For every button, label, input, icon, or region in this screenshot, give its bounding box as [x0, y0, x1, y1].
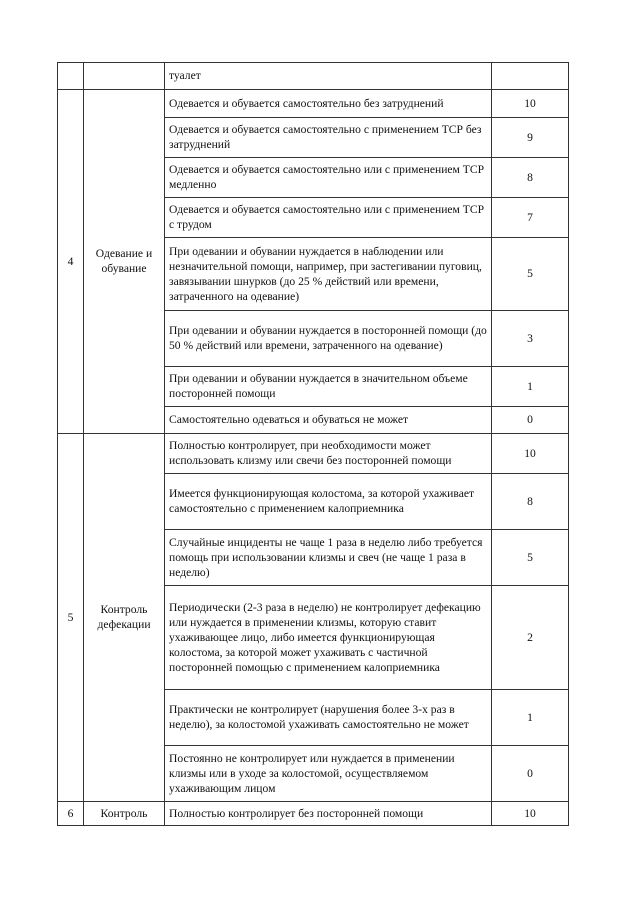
score-cell: [492, 63, 569, 90]
score-cell: 2: [492, 586, 569, 690]
description-cell: Практически не контролирует (нарушения более 3-х раз в неделю), за колостомой ухаживать самостоятельно не может: [165, 690, 492, 746]
section-name-cell: Одевание и обувание: [84, 90, 165, 434]
description-cell: При одевании и обувании нуждается в посторонней помощи (до 50 % действий или времени, затраченного на одевание): [165, 311, 492, 367]
description-cell: Одевается и обувается самостоятельно или с применением ТСР медленно: [165, 158, 492, 198]
score-cell: 3: [492, 311, 569, 367]
score-cell: 5: [492, 530, 569, 586]
description-cell: Одевается и обувается самостоятельно без затруднений: [165, 90, 492, 118]
section-name-cell: [84, 63, 165, 90]
description-cell: При одевании и обувании нуждается в наблюдении или незначительной помощи, например, при застегивании пуговиц, завязывании шнурков (до 25 % действий или времени, затраченного на одевание): [165, 238, 492, 311]
score-cell: 5: [492, 238, 569, 311]
score-cell: 9: [492, 118, 569, 158]
item-number-cell: [58, 63, 84, 90]
table-row: [58, 63, 569, 90]
table-row: [58, 802, 569, 826]
description-cell: Самостоятельно одеваться и обуваться не может: [165, 407, 492, 434]
score-cell: 8: [492, 158, 569, 198]
score-cell: 10: [492, 802, 569, 826]
description-cell: туалет: [165, 63, 492, 90]
description-cell: При одевании и обувании нуждается в значительном объеме посторонней помощи: [165, 367, 492, 407]
score-cell: 10: [492, 434, 569, 474]
item-number-cell: 4: [58, 90, 84, 434]
score-cell: 7: [492, 198, 569, 238]
score-cell: 8: [492, 474, 569, 530]
score-cell: 1: [492, 367, 569, 407]
description-cell: Полностью контролирует, при необходимости может использовать клизму или свечи без посторонней помощи: [165, 434, 492, 474]
description-cell: Одевается и обувается самостоятельно или с применением ТСР с трудом: [165, 198, 492, 238]
score-cell: 0: [492, 746, 569, 802]
description-cell: Случайные инциденты не чаще 1 раза в неделю либо требуется помощь при использовании клизмы и свеч (не чаще 1 раза в неделю): [165, 530, 492, 586]
score-cell: 0: [492, 407, 569, 434]
description-cell: Периодически (2-3 раза в неделю) не контролирует дефекацию или нуждается в применении клизмы, которую ставит ухаживающее лицо, либо имеется функционирующая колостома, за которой может ухаживать с частичной посторонней помощью с применением калоприемника: [165, 586, 492, 690]
item-number-cell: 5: [58, 434, 84, 802]
assessment-table: [57, 62, 569, 826]
score-cell: 10: [492, 90, 569, 118]
description-cell: Одевается и обувается самостоятельно с применением ТСР без затруднений: [165, 118, 492, 158]
section-name-cell: Контроль: [84, 802, 165, 826]
table-row: [58, 434, 569, 474]
description-cell: Постоянно не контролирует или нуждается в применении клизмы или в уходе за колостомой, осуществляемом ухаживающим лицом: [165, 746, 492, 802]
score-cell: 1: [492, 690, 569, 746]
section-name-cell: Контроль дефекации: [84, 434, 165, 802]
description-cell: Имеется функционирующая колостома, за которой ухаживает самостоятельно с применением калоприемника: [165, 474, 492, 530]
description-cell: Полностью контролирует без посторонней помощи: [165, 802, 492, 826]
item-number-cell: 6: [58, 802, 84, 826]
table-row: [58, 90, 569, 118]
